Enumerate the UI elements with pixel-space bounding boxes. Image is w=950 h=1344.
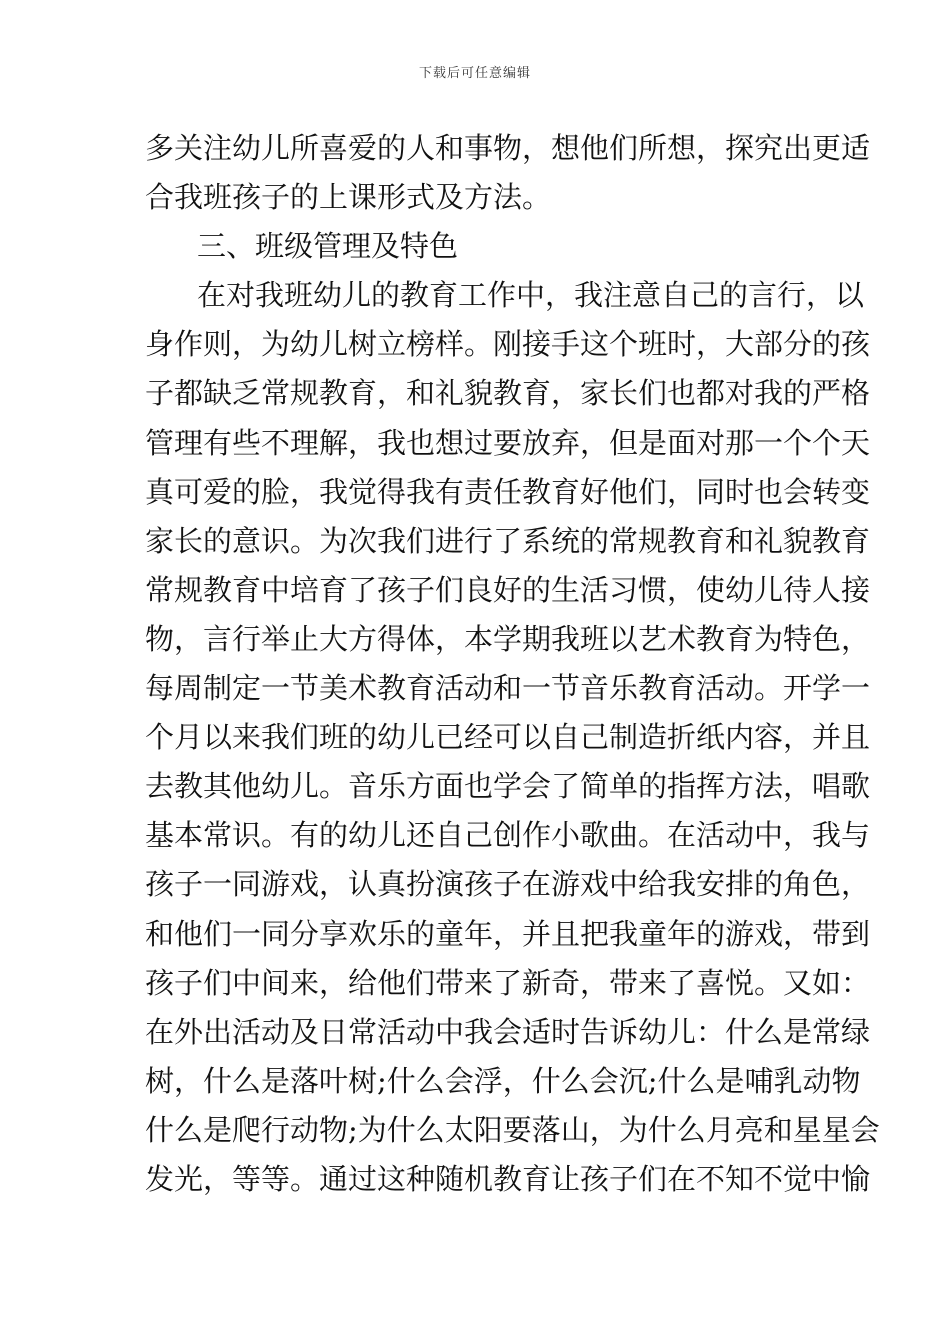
text-line: 在外出活动及日常活动中我会适时告诉幼儿：什么是常绿	[145, 1014, 871, 1049]
text-line: 家长的意识。为次我们进行了系统的常规教育和礼貌教育	[145, 523, 871, 558]
text-line: 真可爱的脸，我觉得我有责任教育好他们，同时也会转变	[145, 474, 871, 509]
text-line: 合我班孩子的上课形式及方法。	[145, 180, 552, 215]
text-line: 基本常识。有的幼儿还自己创作小歌曲。在活动中，我与	[145, 818, 871, 853]
text-line: 每周制定一节美术教育活动和一节音乐教育活动。开学一	[145, 671, 871, 706]
text-line: 什么是爬行动物;为什么太阳要落山，为什么月亮和星星会	[145, 1112, 880, 1147]
text-line: 发光，等等。通过这种随机教育让孩子们在不知不觉中愉	[145, 1161, 871, 1196]
text-line: 树，什么是落叶树;什么会浮，什么会沉;什么是哺乳动物	[145, 1063, 861, 1098]
text-line: 子都缺乏常规教育，和礼貌教育，家长们也都对我的严格	[145, 376, 871, 411]
text-line: 孩子一同游戏，认真扮演孩子在游戏中给我安排的角色，	[145, 867, 871, 902]
document-body	[145, 124, 880, 1204]
text-line: 多关注幼儿所喜爱的人和事物，想他们所想，探究出更适	[145, 131, 871, 165]
text-line: 管理有些不理解，我也想过要放弃，但是面对那一个个天	[145, 425, 871, 460]
text-line: 和他们一同分享欢乐的童年，并且把我童年的游戏，带到	[145, 916, 871, 951]
text-line: 身作则，为幼儿树立榜样。刚接手这个班时，大部分的孩	[145, 327, 871, 362]
page-header: 下载后可任意编辑	[418, 66, 531, 81]
text-line: 常规教育中培育了孩子们良好的生活习惯，使幼儿待人接	[145, 572, 871, 607]
paragraph-start-line: 在对我班幼儿的教育工作中，我注意自己的言行，以	[197, 278, 865, 313]
text-line: 个月以来我们班的幼儿已经可以自己制造折纸内容，并且	[145, 720, 871, 755]
section-heading: 三、班级管理及特色	[197, 229, 459, 264]
text-line: 去教其他幼儿。音乐方面也学会了简单的指挥方法，唱歌	[145, 769, 871, 804]
text-line: 物，言行举止大方得体，本学期我班以艺术教育为特色，	[145, 621, 871, 656]
text-line: 孩子们中间来，给他们带来了新奇，带来了喜悦。又如：	[145, 965, 871, 1000]
